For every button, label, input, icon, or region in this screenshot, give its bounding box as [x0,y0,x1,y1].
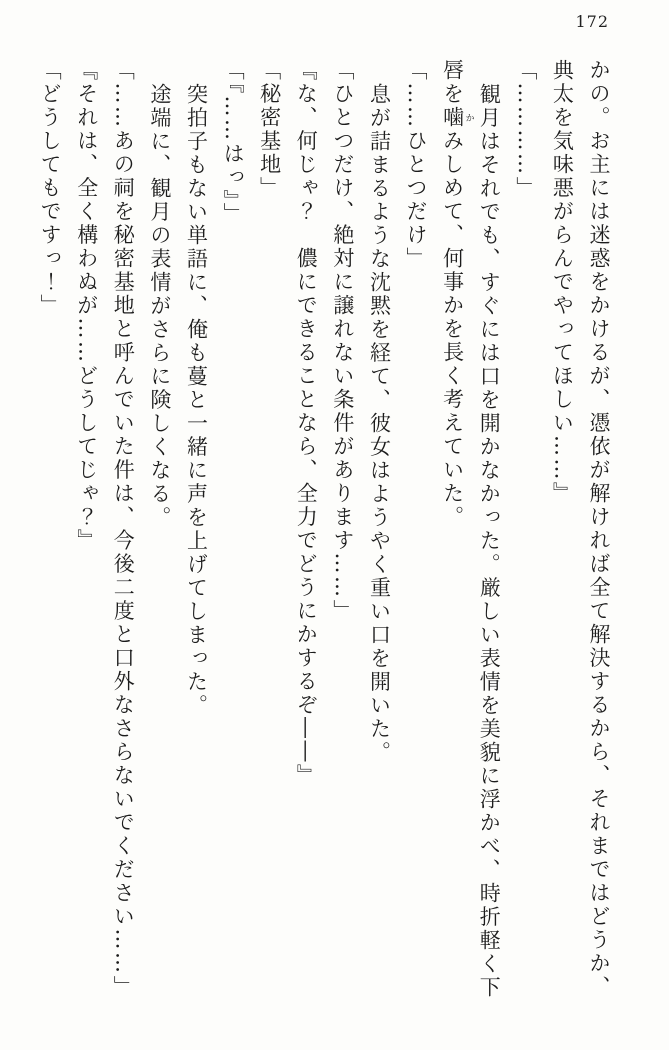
page-number: 172 [575,12,609,31]
paragraph: かの。お主には迷惑をかけるが、憑依が解ければ全て解決するから、それまではどうか、典太を気味悪がらんでやってほしい……』 [550,59,611,999]
novel-text-block [27,59,617,1006]
paragraph: 「秘密基地」 [257,59,282,200]
paragraph: 突拍子もない単語に、俺も蔓と一緒に声を上げてしまった。 [184,82,209,717]
paragraph: 「…………」 [513,59,538,200]
paragraph: 息が詰まるような沈黙を経て、彼女はようやく重い口を開いた。 [367,82,392,764]
paragraph: 『それは、全く構わぬが……どうしてじゃ？』 [74,59,99,553]
paragraph: 「……あの祠を秘密基地と呼んでいた件は、今後二度と口外なさらないでください……」 [111,59,136,999]
furigana: 噛 か [440,106,474,130]
paragraph: 「……ひとつだけ」 [404,59,429,271]
paragraph: 途端に、観月の表情がさらに険しくなる。 [147,82,172,529]
paragraph: 『な、何じゃ？ 儂にできることなら、全力でどうにかするぞ――』 [294,59,319,788]
paragraph: 「『……はっ』」 [221,59,246,226]
paragraph: 「どうしてもですっ！」 [38,59,63,318]
paragraph: 「ひとつだけ、絶対に譲れない条件があります……」 [330,59,355,623]
paragraph: 観月はそれでも、すぐには口を開かなかった。厳しい表情を美貌に浮かべ、時折軽く下唇を噛 かみしめて、何事かを長く考えていた。 [440,59,502,999]
